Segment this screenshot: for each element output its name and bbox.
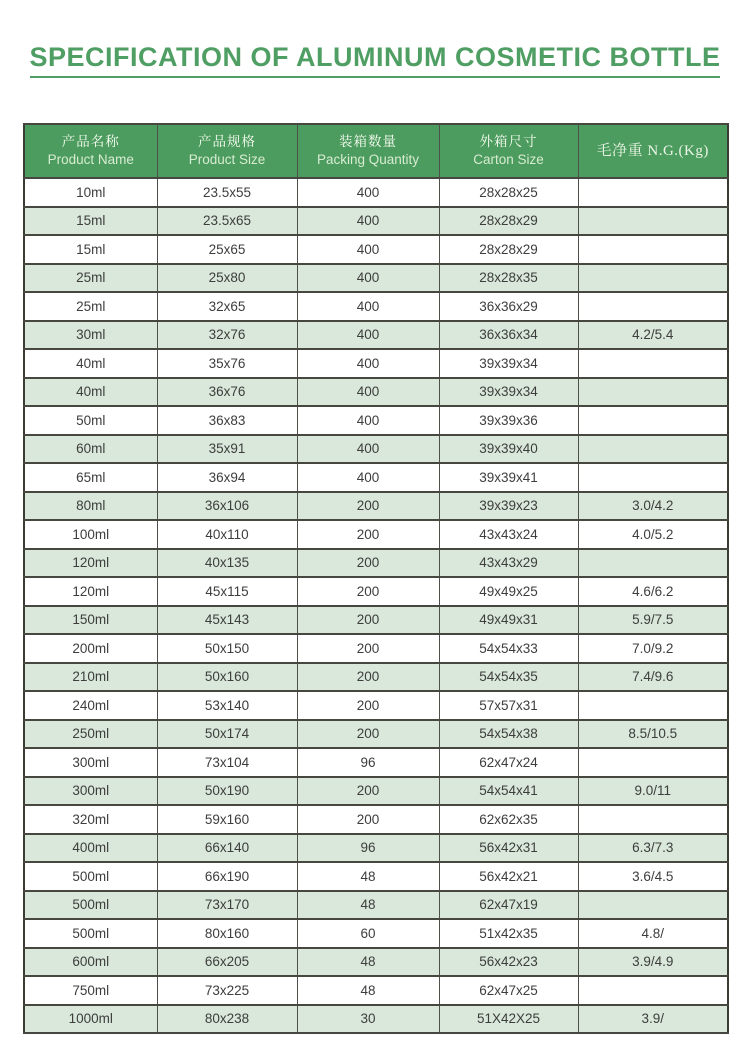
weight-cell <box>578 207 728 236</box>
table-row <box>24 891 728 920</box>
table-row <box>24 349 728 378</box>
carton-size-cell: 39x39x36 <box>439 406 578 435</box>
table-row <box>24 463 728 492</box>
product-size-cell: 66x140 <box>157 834 297 863</box>
carton-size-cell: 39x39x41 <box>439 463 578 492</box>
product-name-cell: 40ml <box>24 349 157 378</box>
product-size-cell: 73x170 <box>157 891 297 920</box>
carton-size-cell: 56x42x21 <box>439 862 578 891</box>
packing-quantity-cell: 96 <box>297 834 439 863</box>
carton-size-cell: 28x28x29 <box>439 235 578 264</box>
carton-size-cell: 56x42x23 <box>439 948 578 977</box>
product-size-cell: 66x205 <box>157 948 297 977</box>
table-row <box>24 321 728 350</box>
product-size-cell: 35x91 <box>157 435 297 464</box>
packing-quantity-cell: 400 <box>297 207 439 236</box>
product-size-cell: 25x80 <box>157 264 297 293</box>
packing-quantity-cell: 200 <box>297 663 439 692</box>
weight-cell: 9.0/11 <box>578 777 728 806</box>
packing-quantity-cell: 48 <box>297 948 439 977</box>
header-net-gross-weight <box>578 124 728 178</box>
product-name-cell: 320ml <box>24 805 157 834</box>
weight-cell <box>578 349 728 378</box>
product-size-cell: 40x110 <box>157 520 297 549</box>
carton-size-cell: 39x39x34 <box>439 378 578 407</box>
product-name-cell: 200ml <box>24 634 157 663</box>
table-row <box>24 606 728 635</box>
page-title: SPECIFICATION OF ALUMINUM COSMETIC BOTTLE <box>30 42 721 78</box>
product-name-cell: 500ml <box>24 919 157 948</box>
spec-table-header <box>24 124 728 178</box>
packing-quantity-cell: 200 <box>297 691 439 720</box>
product-size-cell: 45x115 <box>157 577 297 606</box>
product-size-cell: 25x65 <box>157 235 297 264</box>
carton-size-cell: 28x28x35 <box>439 264 578 293</box>
header-carton-size <box>439 124 578 178</box>
product-size-cell: 50x160 <box>157 663 297 692</box>
spec-table-body <box>24 178 728 1033</box>
carton-size-cell: 39x39x23 <box>439 492 578 521</box>
table-row <box>24 549 728 578</box>
packing-quantity-cell: 200 <box>297 777 439 806</box>
header-product-size-en: Product Size <box>188 152 266 167</box>
spec-table <box>23 123 729 1034</box>
product-name-cell: 100ml <box>24 520 157 549</box>
carton-size-cell: 49x49x25 <box>439 577 578 606</box>
table-row <box>24 862 728 891</box>
table-row <box>24 235 728 264</box>
header-product-size-zh: 产品规格 <box>198 133 256 149</box>
table-row <box>24 577 728 606</box>
packing-quantity-cell: 200 <box>297 805 439 834</box>
product-name-cell: 240ml <box>24 691 157 720</box>
title-area <box>0 42 750 78</box>
packing-quantity-cell: 400 <box>297 349 439 378</box>
carton-size-cell: 43x43x24 <box>439 520 578 549</box>
product-size-cell: 36x83 <box>157 406 297 435</box>
product-name-cell: 120ml <box>24 577 157 606</box>
weight-cell <box>578 235 728 264</box>
carton-size-cell: 62x47x25 <box>439 976 578 1005</box>
weight-cell: 4.2/5.4 <box>578 321 728 350</box>
product-size-cell: 40x135 <box>157 549 297 578</box>
product-name-cell: 750ml <box>24 976 157 1005</box>
packing-quantity-cell: 48 <box>297 891 439 920</box>
weight-cell <box>578 435 728 464</box>
header-product-size <box>157 124 297 178</box>
product-name-cell: 500ml <box>24 891 157 920</box>
table-row <box>24 435 728 464</box>
product-size-cell: 36x94 <box>157 463 297 492</box>
product-size-cell: 45x143 <box>157 606 297 635</box>
table-row <box>24 805 728 834</box>
product-name-cell: 15ml <box>24 207 157 236</box>
carton-size-cell: 54x54x41 <box>439 777 578 806</box>
packing-quantity-cell: 400 <box>297 435 439 464</box>
carton-size-cell: 39x39x40 <box>439 435 578 464</box>
product-name-cell: 40ml <box>24 378 157 407</box>
carton-size-cell: 54x54x38 <box>439 720 578 749</box>
table-row <box>24 777 728 806</box>
packing-quantity-cell: 200 <box>297 606 439 635</box>
weight-cell <box>578 691 728 720</box>
carton-size-cell: 54x54x35 <box>439 663 578 692</box>
header-row <box>24 124 728 178</box>
header-product-name <box>24 124 157 178</box>
weight-cell <box>578 378 728 407</box>
table-row <box>24 292 728 321</box>
table-row <box>24 378 728 407</box>
table-row <box>24 406 728 435</box>
product-name-cell: 210ml <box>24 663 157 692</box>
packing-quantity-cell: 48 <box>297 976 439 1005</box>
header-packing-quantity-zh: 装箱数量 <box>339 133 397 149</box>
header-carton-size-en: Carton Size <box>473 152 544 167</box>
header-packing-quantity-en: Packing Quantity <box>316 152 420 167</box>
product-name-cell: 10ml <box>24 178 157 207</box>
weight-cell: 4.0/5.2 <box>578 520 728 549</box>
packing-quantity-cell: 200 <box>297 492 439 521</box>
table-row <box>24 663 728 692</box>
product-name-cell: 30ml <box>24 321 157 350</box>
product-size-cell: 66x190 <box>157 862 297 891</box>
packing-quantity-cell: 60 <box>297 919 439 948</box>
product-size-cell: 73x225 <box>157 976 297 1005</box>
carton-size-cell: 43x43x29 <box>439 549 578 578</box>
table-row <box>24 834 728 863</box>
carton-size-cell: 36x36x29 <box>439 292 578 321</box>
packing-quantity-cell: 400 <box>297 463 439 492</box>
weight-cell <box>578 549 728 578</box>
weight-cell: 3.0/4.2 <box>578 492 728 521</box>
packing-quantity-cell: 400 <box>297 292 439 321</box>
product-size-cell: 32x76 <box>157 321 297 350</box>
packing-quantity-cell: 400 <box>297 406 439 435</box>
weight-cell: 3.9/4.9 <box>578 948 728 977</box>
header-product-name-en: Product Name <box>47 152 134 167</box>
table-row <box>24 919 728 948</box>
product-name-cell: 250ml <box>24 720 157 749</box>
product-name-cell: 120ml <box>24 549 157 578</box>
carton-size-cell: 28x28x29 <box>439 207 578 236</box>
packing-quantity-cell: 400 <box>297 321 439 350</box>
product-size-cell: 59x160 <box>157 805 297 834</box>
weight-cell <box>578 406 728 435</box>
weight-cell: 6.3/7.3 <box>578 834 728 863</box>
packing-quantity-cell: 400 <box>297 178 439 207</box>
weight-cell <box>578 891 728 920</box>
carton-size-cell: 36x36x34 <box>439 321 578 350</box>
table-row <box>24 748 728 777</box>
carton-size-cell: 62x62x35 <box>439 805 578 834</box>
table-row <box>24 634 728 663</box>
product-name-cell: 300ml <box>24 748 157 777</box>
product-name-cell: 25ml <box>24 264 157 293</box>
table-row <box>24 948 728 977</box>
table-row <box>24 178 728 207</box>
table-row <box>24 691 728 720</box>
weight-cell: 4.8/ <box>578 919 728 948</box>
carton-size-cell: 57x57x31 <box>439 691 578 720</box>
product-name-cell: 500ml <box>24 862 157 891</box>
product-size-cell: 80x238 <box>157 1005 297 1034</box>
header-net-gross-weight-label: 毛净重 N.G.(Kg) <box>596 143 709 160</box>
product-name-cell: 150ml <box>24 606 157 635</box>
weight-cell <box>578 463 728 492</box>
product-size-cell: 53x140 <box>157 691 297 720</box>
carton-size-cell: 56x42x31 <box>439 834 578 863</box>
packing-quantity-cell: 200 <box>297 549 439 578</box>
weight-cell <box>578 292 728 321</box>
product-size-cell: 23.5x55 <box>157 178 297 207</box>
table-row <box>24 520 728 549</box>
table-row <box>24 720 728 749</box>
packing-quantity-cell: 96 <box>297 748 439 777</box>
weight-cell <box>578 178 728 207</box>
table-row <box>24 264 728 293</box>
packing-quantity-cell: 200 <box>297 634 439 663</box>
table-row <box>24 492 728 521</box>
product-name-cell: 50ml <box>24 406 157 435</box>
weight-cell: 4.6/6.2 <box>578 577 728 606</box>
carton-size-cell: 62x47x19 <box>439 891 578 920</box>
product-size-cell: 80x160 <box>157 919 297 948</box>
carton-size-cell: 28x28x25 <box>439 178 578 207</box>
product-name-cell: 1000ml <box>24 1005 157 1034</box>
product-size-cell: 73x104 <box>157 748 297 777</box>
packing-quantity-cell: 200 <box>297 577 439 606</box>
packing-quantity-cell: 200 <box>297 720 439 749</box>
packing-quantity-cell: 400 <box>297 235 439 264</box>
product-size-cell: 32x65 <box>157 292 297 321</box>
carton-size-cell: 49x49x31 <box>439 606 578 635</box>
weight-cell: 3.9/ <box>578 1005 728 1034</box>
carton-size-cell: 62x47x24 <box>439 748 578 777</box>
product-name-cell: 25ml <box>24 292 157 321</box>
weight-cell: 7.0/9.2 <box>578 634 728 663</box>
packing-quantity-cell: 400 <box>297 264 439 293</box>
product-name-cell: 80ml <box>24 492 157 521</box>
product-size-cell: 23.5x65 <box>157 207 297 236</box>
weight-cell <box>578 805 728 834</box>
product-name-cell: 65ml <box>24 463 157 492</box>
weight-cell: 7.4/9.6 <box>578 663 728 692</box>
product-size-cell: 50x190 <box>157 777 297 806</box>
product-name-cell: 400ml <box>24 834 157 863</box>
packing-quantity-cell: 48 <box>297 862 439 891</box>
weight-cell <box>578 748 728 777</box>
weight-cell <box>578 264 728 293</box>
weight-cell: 8.5/10.5 <box>578 720 728 749</box>
carton-size-cell: 54x54x33 <box>439 634 578 663</box>
product-size-cell: 35x76 <box>157 349 297 378</box>
table-row <box>24 1005 728 1034</box>
product-name-cell: 300ml <box>24 777 157 806</box>
carton-size-cell: 51X42X25 <box>439 1005 578 1034</box>
weight-cell <box>578 976 728 1005</box>
header-carton-size-zh: 外箱尺寸 <box>479 133 538 149</box>
product-name-cell: 600ml <box>24 948 157 977</box>
header-packing-quantity <box>297 124 439 178</box>
table-row <box>24 976 728 1005</box>
product-name-cell: 15ml <box>24 235 157 264</box>
carton-size-cell: 51x42x35 <box>439 919 578 948</box>
packing-quantity-cell: 200 <box>297 520 439 549</box>
product-size-cell: 36x76 <box>157 378 297 407</box>
weight-cell: 5.9/7.5 <box>578 606 728 635</box>
product-name-cell: 60ml <box>24 435 157 464</box>
packing-quantity-cell: 30 <box>297 1005 439 1034</box>
packing-quantity-cell: 400 <box>297 378 439 407</box>
table-row <box>24 207 728 236</box>
weight-cell: 3.6/4.5 <box>578 862 728 891</box>
header-product-name-zh: 产品名称 <box>61 133 120 149</box>
product-size-cell: 50x174 <box>157 720 297 749</box>
carton-size-cell: 39x39x34 <box>439 349 578 378</box>
product-size-cell: 36x106 <box>157 492 297 521</box>
product-size-cell: 50x150 <box>157 634 297 663</box>
